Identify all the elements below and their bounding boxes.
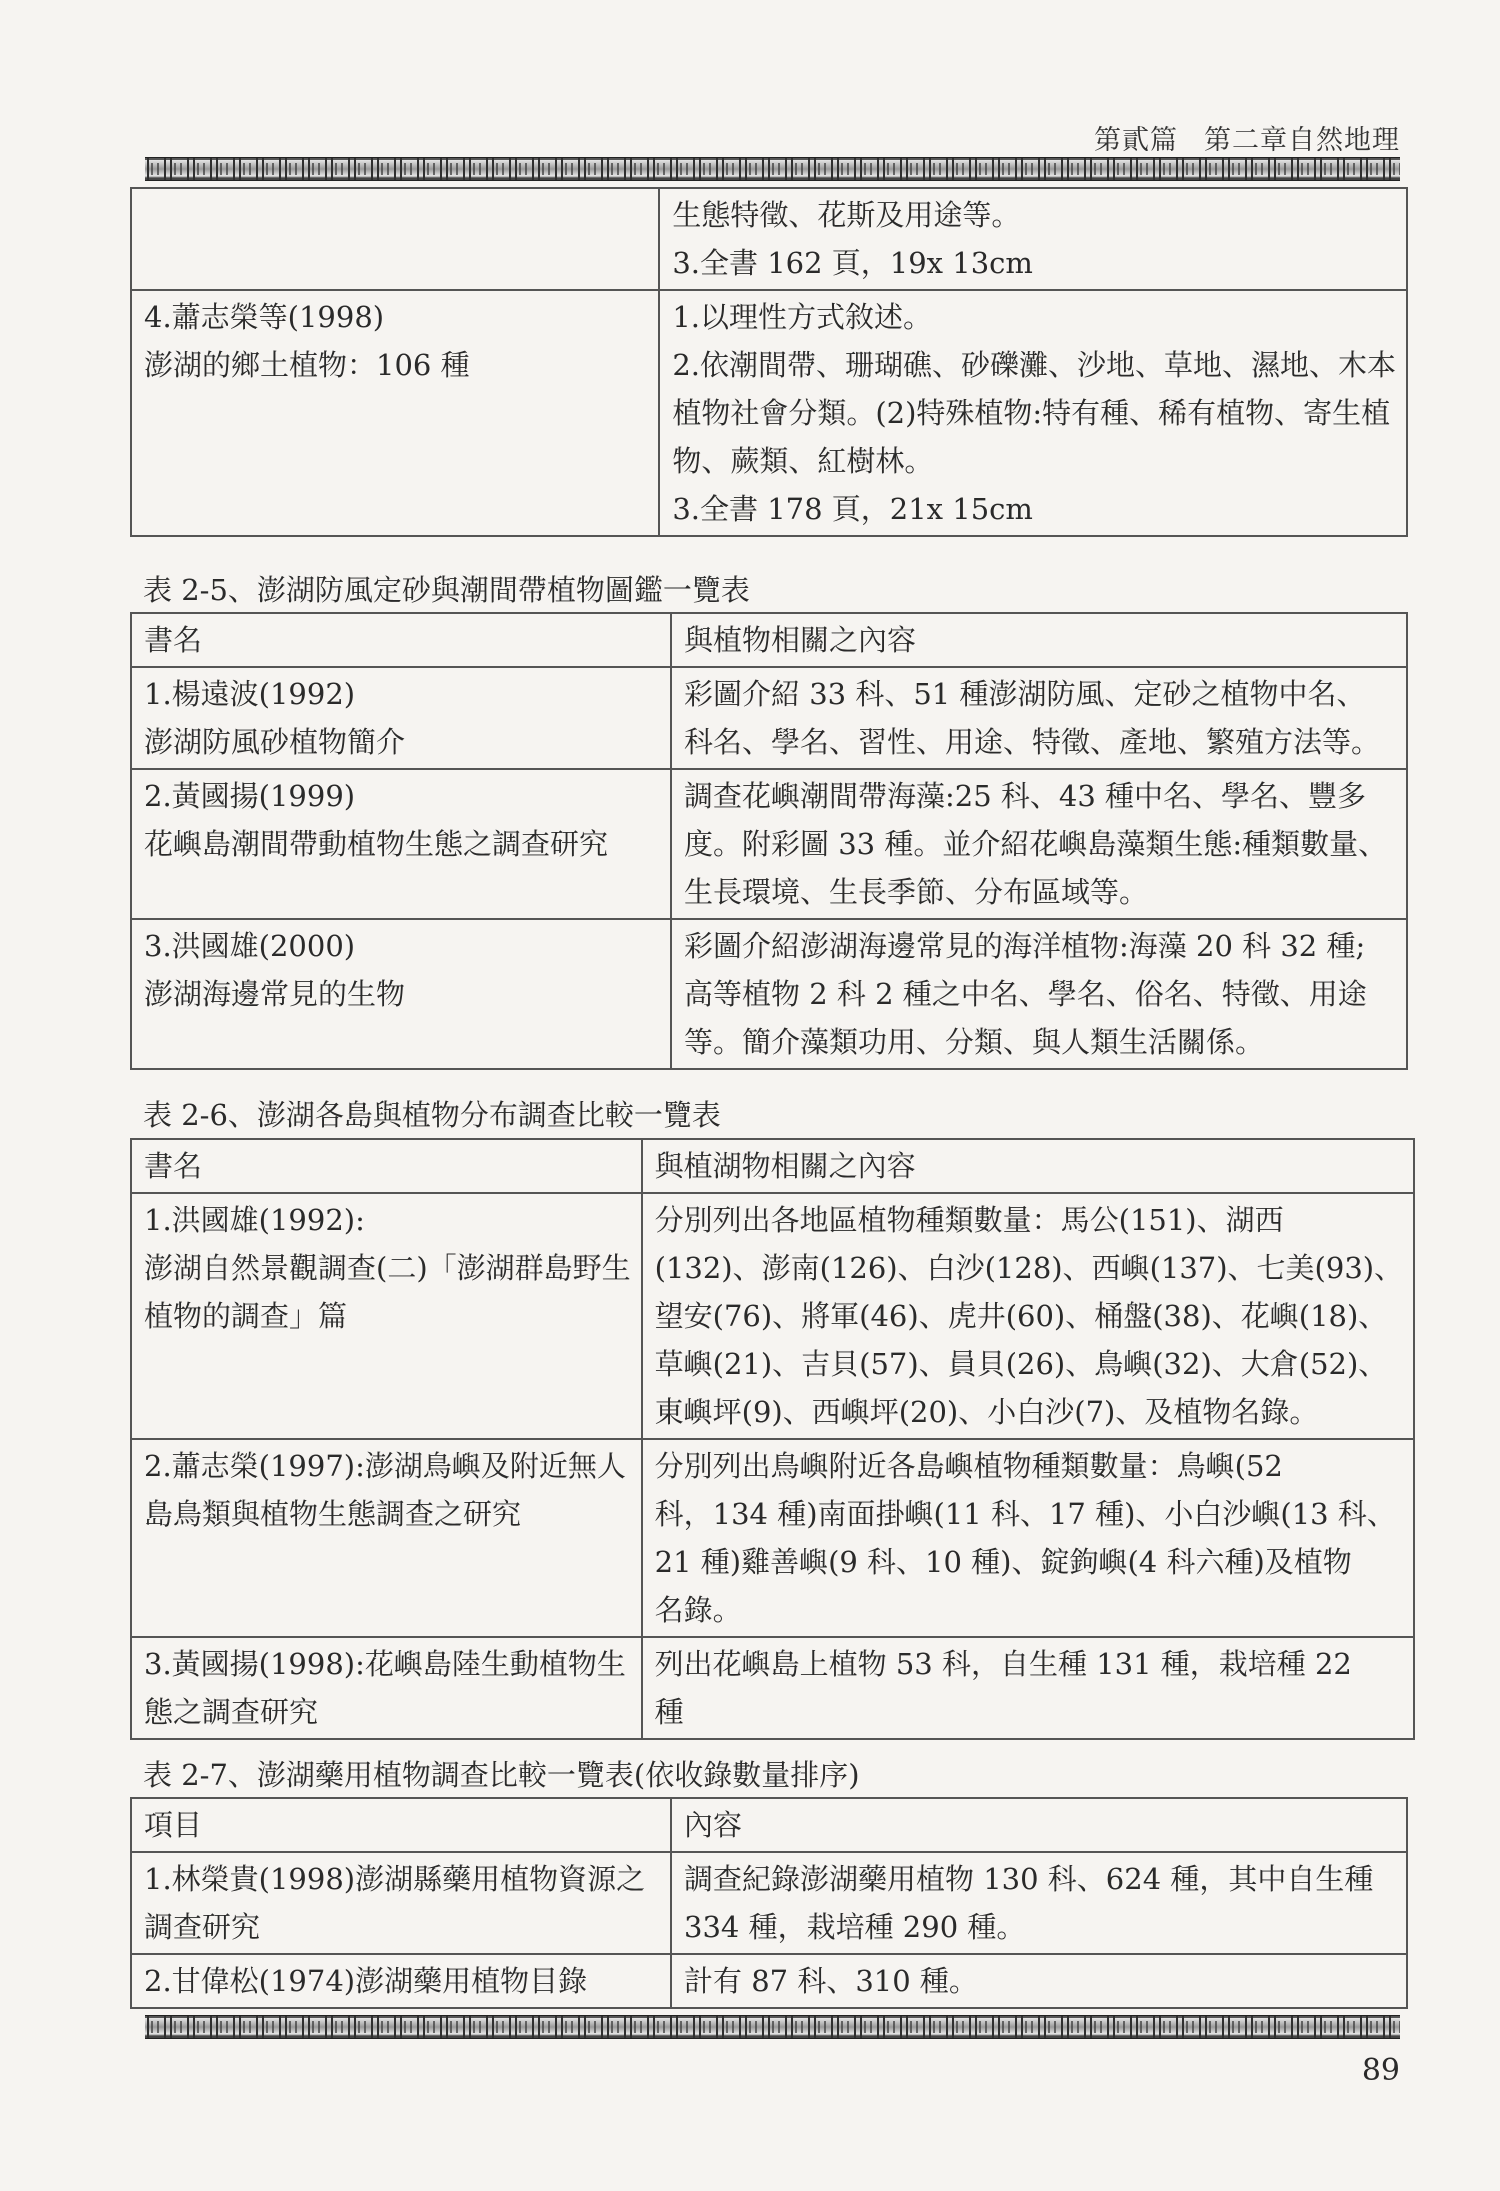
table-row <box>131 290 1407 536</box>
bottom-greek-key-border <box>145 2015 1400 2039</box>
table-header-row <box>131 1139 1414 1193</box>
book-cell <box>131 919 671 1069</box>
header-cell-content: 與植物相關之內容 <box>684 623 917 657</box>
table-header-row <box>131 613 1407 667</box>
table-continued <box>130 187 1408 537</box>
content-line: 名錄。 <box>654 1593 742 1627</box>
book-line: 2.蕭志榮(1997):澎湖鳥嶼及附近無人 <box>144 1449 626 1483</box>
header-cell-content: 內容 <box>684 1808 743 1842</box>
content-cell <box>671 1852 1407 1954</box>
book-cell <box>131 667 671 769</box>
book-line: 澎湖的鄉土植物：106 種 <box>144 348 470 382</box>
content-line: 植物社會分類。(2)特殊植物:特有種、稀有植物、寄生植 <box>672 396 1391 430</box>
content-line: 3.全書 178 頁，21x 15cm <box>672 492 1033 526</box>
book-line: 1.楊遠波(1992) <box>144 677 356 711</box>
book-line: 2.黃國揚(1999) <box>144 779 356 813</box>
table-header-row <box>131 1798 1407 1852</box>
running-header <box>1094 118 1400 157</box>
book-cell <box>131 769 671 919</box>
book-cell <box>131 1193 642 1439</box>
book-line: 澎湖防風砂植物簡介 <box>144 725 406 759</box>
content-cell <box>659 290 1407 536</box>
content-line: 高等植物 2 科 2 種之中名、學名、俗名、特徵、用途 <box>684 977 1367 1011</box>
book-line: 態之調查研究 <box>144 1695 319 1729</box>
content-cell <box>659 188 1407 290</box>
content-cell <box>642 1637 1414 1739</box>
table-2-5-caption: 表 2-5、澎湖防風定砂與潮間帶植物圖鑑一覽表 <box>143 573 750 607</box>
content-line: 生長環境、生長季節、分布區域等。 <box>684 875 1149 909</box>
table-2-7 <box>130 1797 1408 2009</box>
content-cell <box>671 769 1407 919</box>
table-row <box>131 667 1407 769</box>
content-cell <box>642 1439 1414 1637</box>
book-line: 3.黃國揚(1998):花嶼島陸生動植物生 <box>144 1647 626 1681</box>
content-line: 彩圖介紹 33 科、51 種澎湖防風、定砂之植物中名、 <box>684 677 1366 711</box>
book-line: 4.蕭志榮等(1998) <box>144 300 385 334</box>
content-line: 生態特徵、花斯及用途等。 <box>672 198 1021 232</box>
table-row <box>131 1193 1414 1439</box>
chapter-label: 第二章自然地理 <box>1204 125 1400 156</box>
content-line: 種 <box>654 1695 684 1729</box>
page-number: 89 <box>1361 2053 1400 2088</box>
book-line: 澎湖海邊常見的生物 <box>144 977 406 1011</box>
table-row <box>131 1637 1414 1739</box>
content-line: 分別列出鳥嶼附近各島嶼植物種類數量：鳥嶼(52 <box>654 1449 1283 1483</box>
top-greek-key-border <box>145 157 1400 181</box>
content-line: 度。附彩圖 33 種。並介紹花嶼島藻類生態:種類數量、 <box>684 827 1388 861</box>
table-row <box>131 1852 1407 1954</box>
book-cell <box>131 1439 642 1637</box>
table-2-6 <box>130 1138 1415 1740</box>
content-line: 科名、學名、習性、用途、特徵、產地、繁殖方法等。 <box>684 725 1381 759</box>
content-line: 計有 87 科、310 種。 <box>684 1964 978 1998</box>
header-cell-book: 書名 <box>144 1149 203 1183</box>
content-line: 望安(76)、將軍(46)、虎井(60)、桶盤(38)、花嶼(18)、 <box>654 1299 1388 1333</box>
book-cell <box>131 1852 671 1954</box>
book-line: 3.洪國雄(2000) <box>144 929 356 963</box>
content-line: 草嶼(21)、吉貝(57)、員貝(26)、鳥嶼(32)、大倉(52)、 <box>654 1347 1388 1381</box>
header-cell-item: 項目 <box>144 1808 203 1842</box>
content-line: 等。簡介藻類功用、分類、與人類生活關係。 <box>684 1025 1265 1059</box>
content-line: 21 種)雞善嶼(9 科、10 種)、錠鉤嶼(4 科六種)及植物 <box>654 1545 1352 1579</box>
book-cell <box>131 1954 671 2008</box>
book-cell <box>131 188 659 290</box>
content-cell <box>671 1954 1407 2008</box>
table-row <box>131 188 1407 290</box>
book-line: 澎湖自然景觀調查(二)「澎湖群島野生 <box>144 1251 631 1285</box>
book-line: 1.林榮貴(1998)澎湖縣藥用植物資源之 <box>144 1862 646 1896</box>
book-cell <box>131 290 659 536</box>
table-2-7-caption: 表 2-7、澎湖藥用植物調查比較一覽表(依收錄數量排序) <box>143 1758 860 1792</box>
content-line: 物、蕨類、紅樹林。 <box>672 444 934 478</box>
content-line: 334 種，栽培種 290 種。 <box>684 1910 1026 1944</box>
table-2-6-caption: 表 2-6、澎湖各島與植物分布調查比較一覽表 <box>143 1098 721 1132</box>
table-row <box>131 919 1407 1069</box>
book-line: 2.甘偉松(1974)澎湖藥用植物目錄 <box>144 1964 588 1998</box>
table-row <box>131 1954 1407 2008</box>
table-row <box>131 1439 1414 1637</box>
content-line: 東嶼坪(9)、西嶼坪(20)、小白沙(7)、及植物名錄。 <box>654 1395 1319 1429</box>
book-line: 植物的調查」篇 <box>144 1299 348 1333</box>
book-line: 島鳥類與植物生態調查之研究 <box>144 1497 522 1531</box>
table-2-5 <box>130 612 1408 1070</box>
header-cell-content: 與植湖物相關之內容 <box>654 1149 916 1183</box>
content-line: 調查紀錄澎湖藥用植物 130 科、624 種，其中自生種 <box>684 1862 1374 1896</box>
part-label: 第貳篇 <box>1094 125 1178 156</box>
content-line: (132)、澎南(126)、白沙(128)、西嶼(137)、七美(93)、 <box>654 1251 1404 1285</box>
content-line: 調查花嶼潮間帶海藻:25 科、43 種中名、學名、豐多 <box>684 779 1367 813</box>
book-cell <box>131 1637 642 1739</box>
content-line: 彩圖介紹澎湖海邊常見的海洋植物:海藻 20 科 32 種; <box>684 929 1366 963</box>
content-cell <box>642 1193 1414 1439</box>
book-line: 花嶼島潮間帶動植物生態之調查研究 <box>144 827 609 861</box>
content-line: 2.依潮間帶、珊瑚礁、砂礫灘、沙地、草地、濕地、木本 <box>672 348 1396 382</box>
content-cell <box>671 667 1407 769</box>
book-line: 調查研究 <box>144 1910 261 1944</box>
header-cell-book: 書名 <box>144 623 203 657</box>
content-line: 列出花嶼島上植物 53 科，自生種 131 種，栽培種 22 <box>654 1647 1352 1681</box>
content-line: 科，134 種)南面掛嶼(11 科、17 種)、小白沙嶼(13 科、 <box>654 1497 1396 1531</box>
content-line: 1.以理性方式敘述。 <box>672 300 932 334</box>
table-row <box>131 769 1407 919</box>
content-cell <box>671 919 1407 1069</box>
content-line: 分別列出各地區植物種類數量：馬公(151)、湖西 <box>654 1203 1284 1237</box>
book-line: 1.洪國雄(1992): <box>144 1203 365 1237</box>
content-line: 3.全書 162 頁，19x 13cm <box>672 246 1033 280</box>
